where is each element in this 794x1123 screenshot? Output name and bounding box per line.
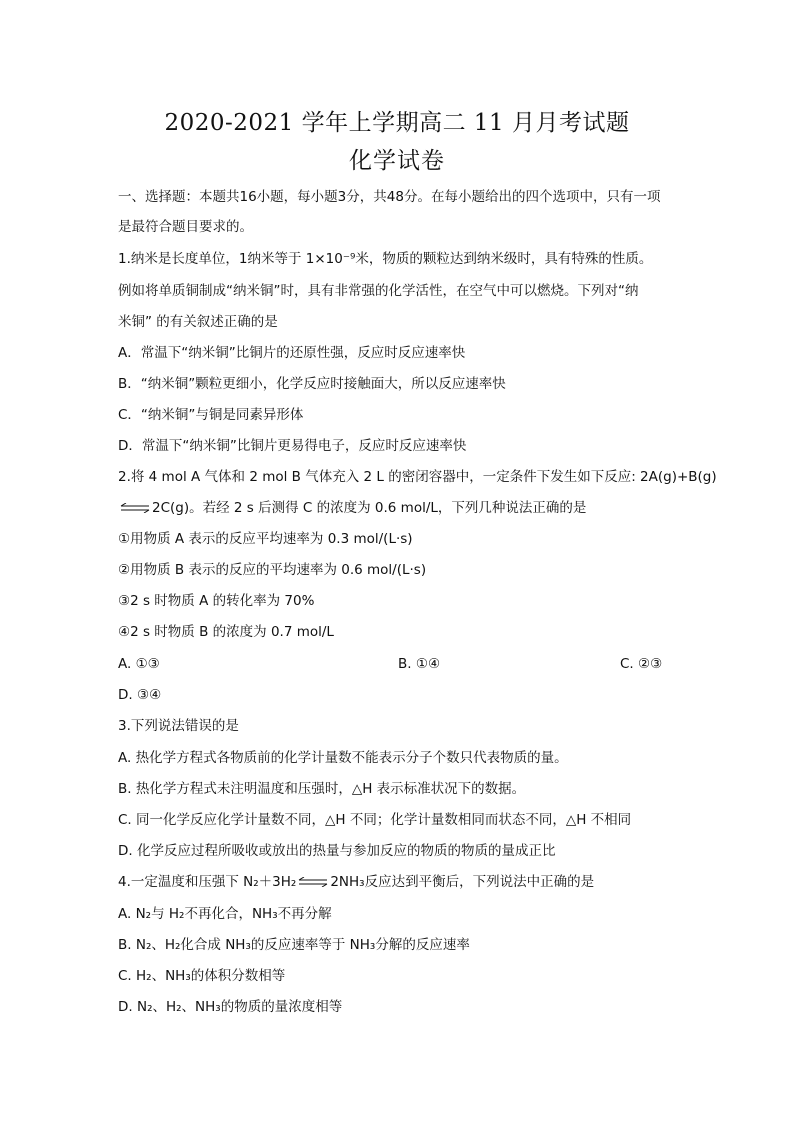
q2-option-b: B. ①④: [398, 656, 441, 672]
q4-stem: [118, 873, 594, 891]
q3-option-a: A. 热化学方程式各物质前的化学计量数不能表示分子个数只代表物质的量。: [118, 750, 568, 766]
section-intro-line-1: 一、选择题：本题共16小题，每小题3分，共48分。在每小题给出的四个选项中，只有一项: [118, 189, 661, 205]
exam-subtitle: 化学试卷: [349, 148, 445, 174]
q4-option-d: D. N₂、H₂、NH₃的物质的量浓度相等: [118, 999, 343, 1015]
q2-option-d: D. ③④: [118, 687, 162, 703]
exam-title: 2020-2021 学年上学期高二 11 月月考试题: [164, 110, 630, 136]
q2-option-c: C. ②③: [620, 656, 663, 672]
q4-option-c: C. H₂、NH₃的体积分数相等: [118, 968, 286, 984]
section-intro-line-2: 是最符合题目要求的。: [118, 219, 253, 235]
q2-statement-2: ②用物质 B 表示的反应的平均速率为 0.6 mol/(L·s): [118, 562, 427, 578]
q4-stem-pre: 4.一定温度和压强下 N₂＋3H₂: [118, 874, 297, 890]
q4-option-a: A. N₂与 H₂不再化合，NH₃不再分解: [118, 906, 332, 922]
q2-stem-line-2-text: 2C(g)。若经 2 s 后测得 C 的浓度为 0.6 mol/L，下列几种说法正确的是: [152, 500, 587, 516]
q2-statement-3: ③2 s 时物质 A 的转化率为 70%: [118, 593, 315, 609]
q1-option-d: D．常温下“纳米铜”比铜片更易得电子，反应时反应速率快: [118, 438, 467, 454]
q2-stem-line-2: [118, 499, 586, 517]
q1-stem-line-1: 1.纳米是长度单位，1纳米等于 1×10⁻⁹米，物质的颗粒达到纳米级时，具有特殊的性质。: [118, 251, 653, 267]
q4-stem-post: 2NH₃反应达到平衡后，下列说法中正确的是: [330, 874, 595, 890]
q1-option-c: C．“纳米铜”与铜是同素异形体: [118, 407, 304, 423]
q3-option-d: D. 化学反应过程所吸收或放出的热量与参加反应的物质的物质的量成正比: [118, 843, 556, 859]
q1-option-a: A．常温下“纳米铜”比铜片的还原性强，反应时反应速率快: [118, 345, 466, 361]
q2-statement-1: ①用物质 A 表示的反应平均速率为 0.3 mol/(L·s): [118, 531, 413, 547]
q4-option-b: B. N₂、H₂化合成 NH₃的反应速率等于 NH₃分解的反应速率: [118, 937, 470, 953]
q1-option-b: B．“纳米铜”颗粒更细小，化学反应时接触面大，所以反应速率快: [118, 376, 506, 392]
reversible-arrow-icon: [298, 877, 328, 887]
q3-stem: 3.下列说法错误的是: [118, 718, 239, 734]
q2-statement-4: ④2 s 时物质 B 的浓度为 0.7 mol/L: [118, 624, 334, 640]
reversible-arrow-icon: [120, 503, 150, 513]
q1-stem-line-2: 例如将单质铜制成“纳米铜”时，具有非常强的化学活性，在空气中可以燃烧。下列对“纳: [118, 283, 639, 299]
q2-option-a: A. ①③: [118, 656, 160, 672]
q3-option-b: B. 热化学方程式未注明温度和压强时，△H 表示标准状况下的数据。: [118, 781, 526, 797]
q1-stem-line-3: 米铜” 的有关叙述正确的是: [118, 314, 278, 330]
q3-option-c: C. 同一化学反应化学计量数不同，△H 不同；化学计量数相同而状态不同，△H 不相同: [118, 812, 632, 828]
q2-stem-line-1: 2.将 4 mol A 气体和 2 mol B 气体充入 2 L 的密闭容器中，一定条件下发生如下反应: 2A(g)+B(g): [118, 469, 717, 485]
